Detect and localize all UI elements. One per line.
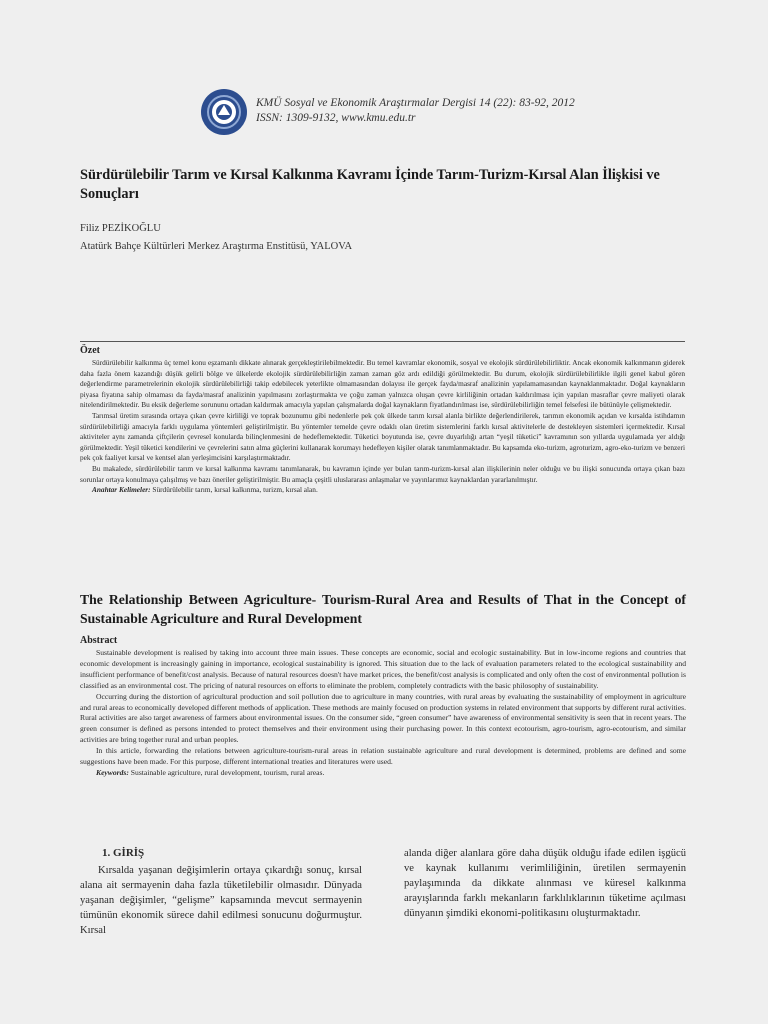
abstract-heading: Abstract [80,635,118,646]
keywords-text: Sustainable agriculture, rural development, tourism, rural areas. [128,767,325,777]
ozet-paragraph: Sürdürülebilir kalkınma üç temel konu eşzamanlı dikkate alınarak gerçekleştirilebilmektedir. Bu temel kavramlar ekonomik, sosyal ve ekolojik sürdürülebilirliktir. Ancak ekonomik kalkınmanın giderek daha fazla önem kazandığı düşük gelirli bölge ve ülkelerde ekolojik sürdürülebilirliğin zaman zaman göz ardı edildiği görülmektedir. Bu durum, ekolojik sürdürülebilirlikle ilgili genel kabul gören değerlendirme parametrelerinin ekolojik sürdürülebilirliği takip edebilecek yeterlikte olmamasından dolayısı ile gerçek fayda/masraf analizinin yapılamamasından kaynaklanmaktadır. Doğal kaynakların piyasa fiyatına sahip olmaması da fayda/masraf analizinin yapılmasını zorlaştırmakta ve çoğu zaman yalnızca oluşan çevre kirliliğinin ortadan kaldırılması için yapılan masraflar çevre maliyeti olarak nitelendirilmektedir. Bu eksik değerleme sorununu ortadan kaldırmak amacıyla yapılan çalışmalarda doğal kaynakların fiyatlandırılması ise, sürdürülebilirliğin temel felsefesi ile bütünüyle çelişmektedir. [80,358,685,410]
ozet-paragraph: Bu makalede, sürdürülebilir tarım ve kırsal kalkınma kavramı tanımlanarak, bu kavramın içinde yer bulan tarım-turizm-kırsal alan ilişkilerinin neler olduğu ve bu ilişki sonucunda ortaya çıkan bazı sorunlar ortaya konulmaya çalışılmış ve bazı öneriler geliştirilmiştir. Bu amaçla çeşitli uluslararası anlaşmalar ve yayınlarımız kaynaklardan yararlanılmıştır. [80,463,685,484]
intro-heading: 1. GİRİŞ [102,847,145,859]
journal-citation: KMÜ Sosyal ve Ekonomik Araştırmalar Dergisi 14 (22): 83-92, 2012 [256,97,575,109]
keywords-label: Keywords: [96,767,129,777]
author-name: Filiz PEZİKOĞLU [80,223,161,234]
intro-left-column [80,846,362,938]
ozet-body [80,358,685,496]
intro-right-column [404,846,686,921]
article-title-english: The Relationship Between Agriculture- Tourism-Rural Area and Results of That in the Concept of Sustainable Agriculture and Rural Development [80,592,686,626]
keywords-label: Anahtar Kelimeler: [92,485,151,495]
journal-issn: ISSN: 1309-9132, www.kmu.edu.tr [256,112,416,124]
abstract-paragraph: In this article, forwarding the relations between agriculture-tourism-rural areas in relation sustainable agriculture and rural development is determined, problems are defined and some suggestions have been made. For this purpose, different international treaties and literatures were used. [80,746,686,767]
author-affiliation: Atatürk Bahçe Kültürleri Merkez Araştırma Enstitüsü, YALOVA [80,241,353,252]
divider [80,341,685,342]
abstract-keywords [80,768,686,779]
abstract-paragraph: Sustainable development is realised by taking into account three main issues. These concepts are economic, social and ecologic sustainability. But in low-income regions and countries that economic development is increasingly gaining in importance, ecological sustainability is ignored. This situation due to the lack of evaluation parameters related to the ecological sustainability and insufficient performance of benefit/cost analysis. Because of natural resources doesn't have market prices, the benefit/cost analysis is complicated and only often the cost of environmental pollution is classified as an environmental cost. The pricing of natural resources on efforts to eliminate the problem, completely contradicts with the basic philosophy of sustainability. [80,648,686,690]
university-logo-icon [200,88,248,136]
abstract-body [80,648,686,779]
ozet-keywords [80,485,685,496]
ozet-paragraph: Tarımsal üretim sırasında ortaya çıkan çevre kirliliği ve toprak bozunumu gibi nedenlerle pek çok ülkede tarım kırsal alanla birlikte değerlendirilerek, tarımın ekonomik açıdan ve kırsalda istihdamın sürdürülebilirliği amacıyla farklı uygulama yöntemleri geliştirilmiştir. Bu yöntemler temelde çevre odaklı olan üretim sistemlerini farklı kırsal aktivitelerle de destekleyen sistemleri içermektedir. Kırsal aktiviteler aynı zamanda çiftçilerin çevresel konularda bilinçlenmesini de hedeflemektedir. Tüketici boyutunda ise, çevre duyarlılığı artan “yeşil tüketici” kavramının son yıllarda uygulamada yer aldığı görülmektedir. Yeşil tüketici kendilerini ve çevrelerini satın alma güçlerini kullanarak korumayı hedefleyen kişiler olarak tanımlanmaktadır. Bu kapsamda eko-turizm, agroturizm, agro-eko-turizm ve benzeri pek çok faaliyet kırsal ve kentsel alan yerleşimcisini karşılaştırmaktadır. [80,410,685,463]
ozet-heading: Özet [80,345,100,356]
intro-paragraph: Kırsalda yaşanan değişimlerin ortaya çıkardığı sonuç, kırsal alana ait sermayenin daha fazla tüketilebilir olmasıdır. Dünyada yaşanan değişimler, “gelişme” kapsamında mevcut sermayenin tümünün ekonomik sürece dahil edilmesi sonucunu doğurmuştur. Kırsal [80,865,362,936]
intro-paragraph: alanda diğer alanlara göre daha düşük olduğu ifade edilen işgücü ve kaynak kullanımı verimliliğinin, üretilen sermayenin paylaşımında da dikkate alınması ve küresel kalkınma arayışlarında farklı mekanların farklılıklarının tüketime açılması dünyanın şimdiki ekonomi-politikasını oluşturmaktadır. [404,848,686,919]
article-title-turkish: Sürdürülebilir Tarım ve Kırsal Kalkınma Kavramı İçinde Tarım-Turizm-Kırsal Alan İlişkisi ve Sonuçları [80,167,660,202]
keywords-text: Sürdürülebilir tarım, kırsal kalkınma, turizm, kırsal alan. [150,485,318,495]
abstract-paragraph: Occurring during the distortion of agricultural production and soil pollution due to agriculture in many countries, with rural areas by evaluating the sustainability of employment in agriculture and rural areas to economically developed different methods of application. These methods are mainly focused on production systems in related environment that supports by different rural activities. Rural activities are also target awareness of farmers about environmental issues. On the consumer side, “green consumer” have awareness of environmental sensitivity is seen that in recent years. The green consumer is defined as persons intended to protect themselves and their environment using their purchasing power. In this context ecotourism, agro-tourism, agro-ecotourism, and similar activities are bring together rural and urban peoples. [80,691,686,745]
journal-header [200,88,620,132]
